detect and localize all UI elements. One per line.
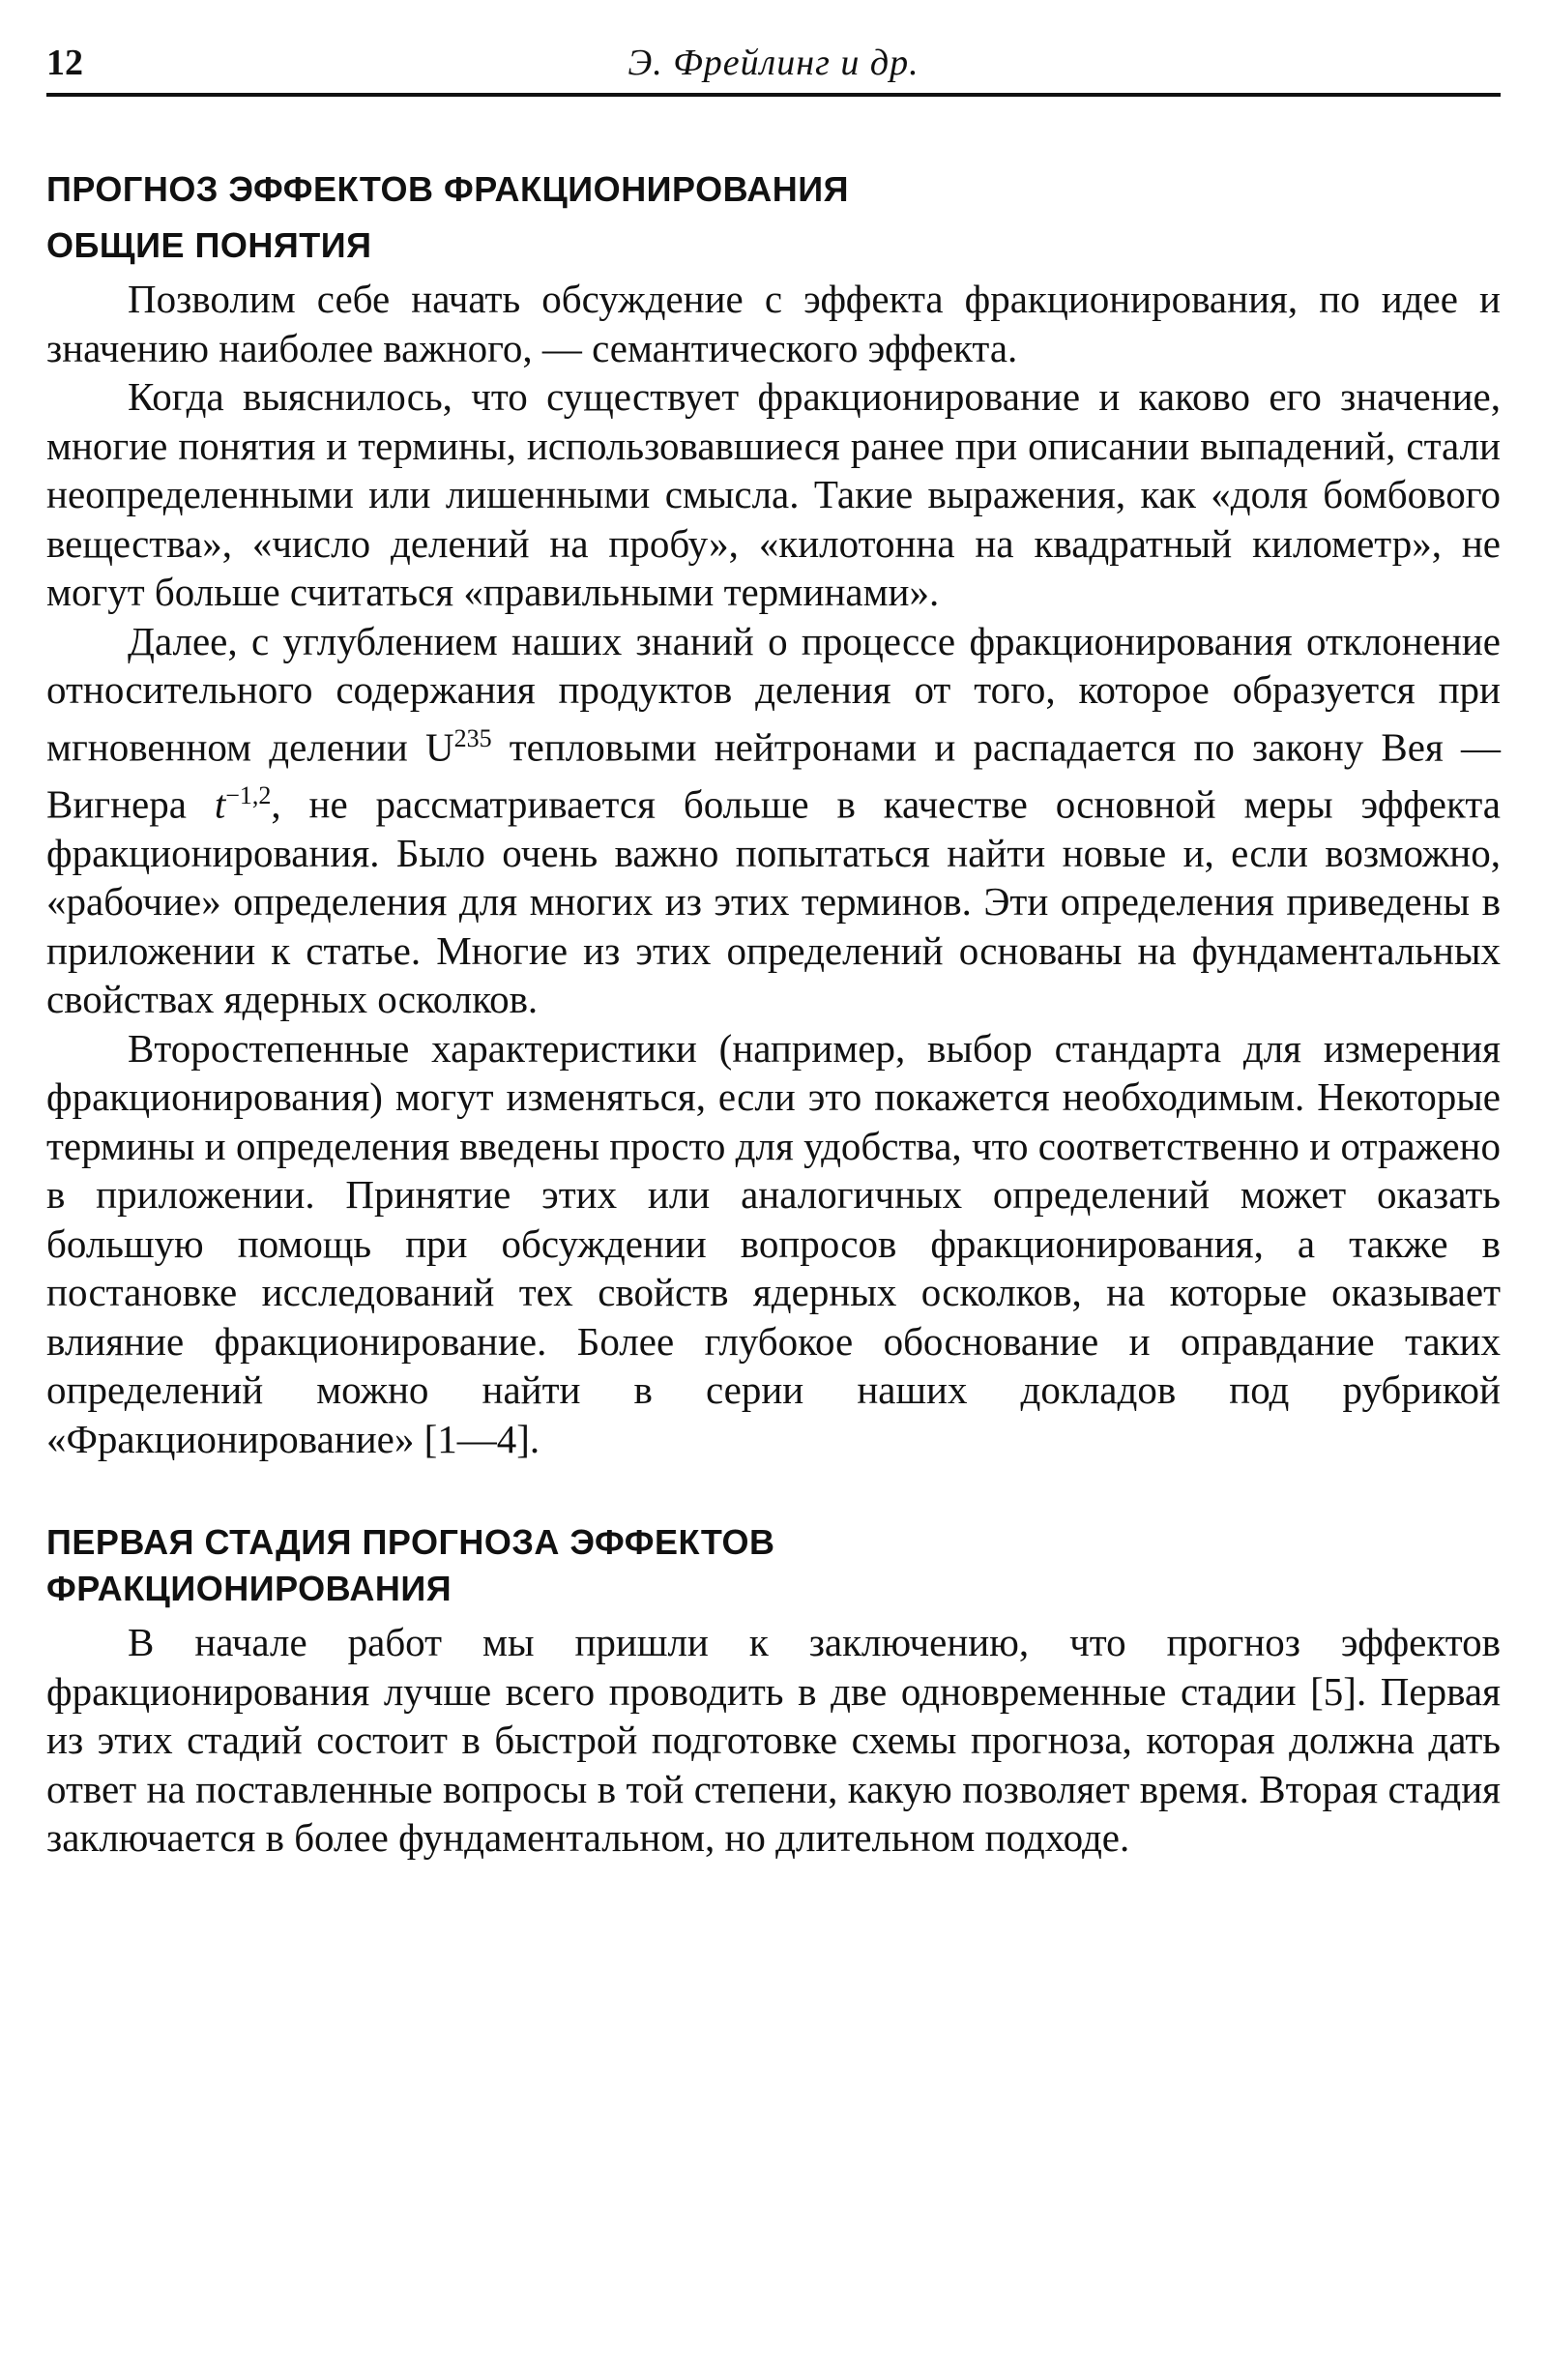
running-header (46, 39, 1501, 97)
isotope-mass-number: 235 (453, 723, 492, 752)
paragraph: Позволим себе начать обсуждение с эффекта фракционирования, по идее и значению наиболее важного, — семантического эффекта. (46, 277, 1501, 370)
paragraph-text: тепловыми нейтронами и распадается по закону Вея — Вигнера (46, 724, 1501, 827)
paragraph-text: Далее, с углублением наших знаний о процессе фракционирования отклонение относительного содержания продуктов деления от того, которое образуется при мгновенном делении (46, 618, 1501, 770)
time-variable: t (214, 781, 226, 827)
isotope-symbol: U (424, 724, 454, 770)
paragraph: Когда выяснилось, что существует фракционирование и каково его значение, многие понятия и термины, использовавшиеся ранее при описании выпадений, стали неопределенными или лишенными смысла. Такие выражения, как «доля бомбового вещества», «число делений на пробу», «килотонна на квадратный километр», не могут больше считаться «правильными терминами». (46, 374, 1501, 614)
running-title: Э. Фрейлинг и др. (628, 43, 919, 83)
document-page (46, 39, 1501, 2360)
paragraph: Второстепенные характеристики (например, выбор стандарта для измерения фракционирования) могут изменяться, если это покажется необходимым. Некоторые термины и определения введены просто для удобства, что соответственно и отражено в приложении. Принятие этих или аналогичных определений может оказать большую помощь при обсуждении вопросов фракционирования, а также в постановке исследований тех свойств ядерных осколков, на которые оказывает влияние фракционирование. Более глубокое обоснование и оправдание таких определений можно найти в серии наших докладов под рубрикой «Фракционирование» [1—4]. (46, 1025, 1501, 1461)
paragraph (46, 617, 1501, 1024)
subsection-heading: ОБЩИЕ ПОНЯТИЯ (46, 225, 372, 265)
page-number: 12 (46, 43, 83, 83)
section-heading: ПЕРВАЯ СТАДИЯ ПРОГНОЗА ЭФФЕКТОВ ФРАКЦИОНИРОВАНИЯ (46, 1522, 775, 1609)
section-heading: ПРОГНОЗ ЭФФЕКТОВ ФРАКЦИОНИРОВАНИЯ (46, 169, 850, 209)
time-exponent: −1,2 (225, 780, 272, 809)
paragraph: В начале работ мы пришли к заключению, что прогноз эффектов фракционирования лучше всего проводить в две одновременные стадии [5]. Первая из этих стадий состоит в быстрой подготовке схемы прогноза, которая должна дать ответ на поставленные вопросы в той степени, какую позволяет время. Вторая стадия заключается в более фундаментальном, но длительном подходе. (46, 1620, 1501, 1861)
paragraph-text: , не рассматривается больше в качестве основной меры эффекта фракционирования. Было очень важно попытаться найти новые и, если возможно, «рабочие» определения для многих из этих терминов. Эти определения приведены в приложении к статье. Многие из этих определений основаны на фундаментальных свойствах ядерных осколков. (46, 781, 1501, 1022)
